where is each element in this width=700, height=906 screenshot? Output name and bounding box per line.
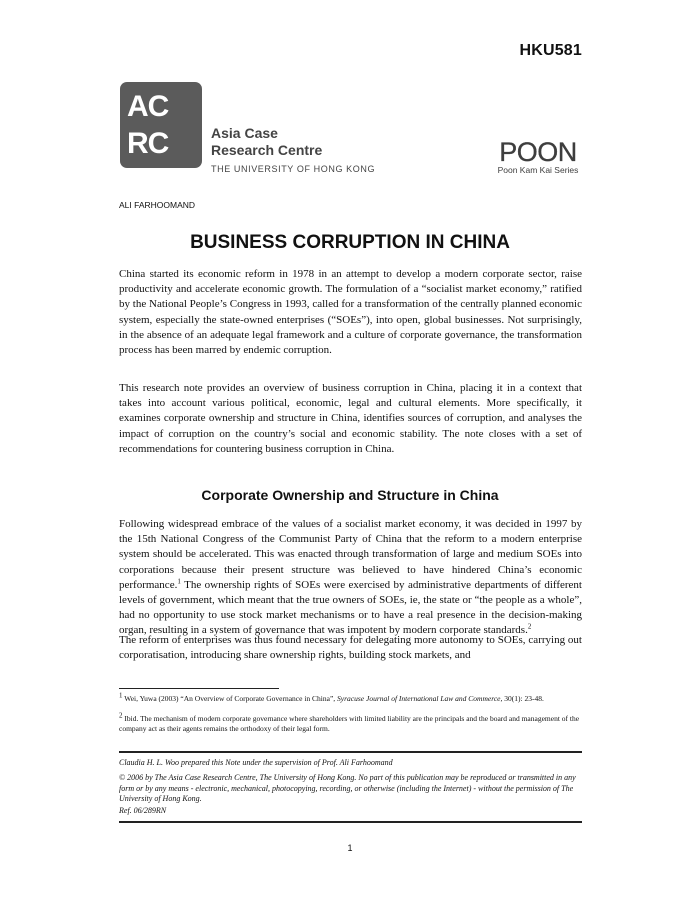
credits-bottom-rule	[119, 821, 582, 823]
footnote-1-journal: Syracuse Journal of International Law and Commerce	[337, 694, 501, 703]
poon-series-label: Poon Kam Kai Series	[497, 165, 579, 175]
section-heading: Corporate Ownership and Structure in China	[201, 487, 499, 503]
footnote-1-number: 1	[119, 691, 123, 700]
centre-name-line2: Research Centre	[211, 142, 323, 158]
footnote-2-text: Ibid. The mechanism of modern corporate governance where shareholders with limited liability are the principals and the board and management of the company act as their agents remains the orthodoxy of their legal form.	[119, 714, 580, 733]
author: ALI FARHOOMAND	[119, 200, 196, 210]
intro-paragraph-2: This research note provides an overview of business corruption in China, placing it in a context that takes into account various political, economic, legal and cultural elements. More specifically, it examines corporate ownership and structure in China, identifies sources of corruption, and analyses the impact of corruption on the country’s social and economic stability. The note closes with a set of recommendations for countering business corruption in China.	[119, 382, 582, 455]
body-paragraph-2: The reform of enterprises was thus found necessary for delegating more autonomy to SOEs, carrying out corporatisation, introducing share ownership rights, building stock markets, and	[119, 634, 582, 662]
centre-name	[211, 125, 375, 174]
acrc-logo	[120, 82, 202, 168]
footnote-divider	[119, 688, 279, 689]
centre-name-line3: THE UNIVERSITY OF HONG KONG	[211, 164, 376, 174]
poon-logo	[493, 137, 583, 175]
poon-wordmark: POON	[499, 137, 577, 167]
prepared-by-note: Claudia H. L. Woo prepared this Note under the supervision of Prof. Ali Farhoomand	[119, 758, 393, 767]
page-number: 1	[347, 843, 353, 853]
footnote-ref-1[interactable]: 1	[177, 577, 181, 586]
body-paragraph-1-part-b: The ownership rights of SOEs were exercised by administrative departments of different levels of government, which meant that the true owners of SOEs, ie, the state or “the people as a whole”, had no opportunity to use stock market mechanisms or to have a real presence in the decision-making organ, resulting in a system of governance that was impotent by modern corporate standards.	[119, 578, 582, 637]
reference-number: Ref. 06/289RN	[119, 806, 167, 815]
copyright-notice: © 2006 by The Asia Case Research Centre, The University of Hong Kong. No part of this publication may be reproduced or transmitted in any form or by any means - electronic, mechanical, photocopying, recording, or otherwise (including the Internet) - without the permission of The University of Hong Kong.	[119, 773, 576, 803]
footnote-2-number: 2	[119, 711, 123, 720]
footnote-1	[119, 691, 582, 704]
acrc-logo-line2: RC	[127, 127, 169, 160]
footnote-2	[119, 711, 582, 734]
document-title: BUSINESS CORRUPTION IN CHINA	[190, 232, 510, 253]
intro-paragraph-1: China started its economic reform in 1978 in an attempt to develop a modern corporate sector, raise productivity and accelerate economic growth. The formulation of a “socialist market economy,” ratified by the National People’s Congress in 1993, called for a transformation of the centrally planned economic system, especially the state-owned enterprises (“SOEs”), into open, global businesses. Not surprisingly, in the absence of an adequate legal framework and a culture of corporate governance, the transformation process has been marred by endemic corruption.	[119, 268, 582, 357]
centre-name-line1: Asia Case	[211, 125, 278, 141]
footnote-1-text: Wei, Yuwa (2003) “An Overview of Corporate Governance in China”,	[122, 694, 338, 703]
body-paragraph-1	[119, 517, 582, 639]
body-paragraph-1-part-a: Following widespread embrace of the values of a socialist market economy, it was decided in 1997 by the 15th National Congress of the Communist Party of China that the reform to a modern enterprise system should be accelerated. This was enacted through transformation of large and medium SOEs into corporations because their present structure was believed to have hindered China’s economic performance.	[119, 518, 582, 591]
footnote-ref-2[interactable]: 2	[527, 622, 532, 631]
acrc-logo-line1: AC	[127, 90, 169, 123]
case-code: HKU581	[519, 42, 582, 59]
credits-top-rule	[119, 751, 582, 753]
footnote-1-tail: , 30(1): 23-48.	[500, 694, 544, 703]
